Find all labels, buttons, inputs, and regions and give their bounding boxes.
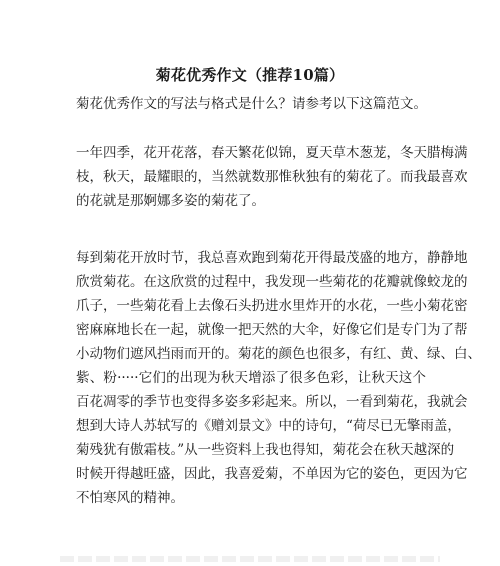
paragraph-line: 时候开得越旺盛，因此，我喜爱菊，不单因为它的姿色，更因为它 xyxy=(76,466,468,482)
paragraph-line: 每到菊花开放时节，我总喜欢跑到菊花开得最茂盛的地方，静静地 xyxy=(76,250,468,266)
paragraph-line: 爪子，一些菊花看上去像石头扔进水里炸开的水花，一些小菊花密 xyxy=(76,298,468,314)
faded-footer-strip xyxy=(60,556,440,562)
paragraph-line: 欣赏菊花。在这欣赏的过程中，我发现一些菊花的花瓣就像蛟龙的 xyxy=(76,274,468,290)
document-title: 菊花优秀作文（推荐10篇） xyxy=(155,66,345,84)
paragraph-line: 想到大诗人苏轼写的《赠刘景文》中的诗句，“荷尽已无擎雨盖， xyxy=(76,418,461,434)
paragraph-line: 小动物们遮风挡雨而开的。菊花的颜色也很多，有红、黄、绿、白、 xyxy=(76,346,481,362)
paragraph-1 xyxy=(76,141,468,213)
paragraph-line: 密麻麻地长在一起，就像一把天然的大伞，好像它们是专门为了帮 xyxy=(76,322,468,338)
paragraph-line: 百花凋零的季节也变得多姿多彩起来。所以，一看到菊花，我就会 xyxy=(76,394,468,410)
paragraph-line: 的花就是那婀娜多姿的菊花了。 xyxy=(76,193,265,209)
paragraph-line: 枝，秋天，最耀眼的，当然就数那惟秋独有的菊花了。而我最喜欢 xyxy=(76,169,468,185)
paragraph-line: 紫、粉·····它们的出现为秋天增添了很多色彩，让秋天这个 xyxy=(76,370,426,386)
paragraph-line: 菊残犹有傲霜枝。”从一些资料上我也得知，菊花会在秋天越深的 xyxy=(76,442,455,458)
paragraph-2 xyxy=(76,246,481,510)
paragraph-line: 一年四季，花开花落，春天繁花似锦，夏天草木葱茏，冬天腊梅满 xyxy=(76,145,468,161)
intro-text: 菊花优秀作文的写法与格式是什么？请参考以下这篇范文。 xyxy=(76,96,427,112)
paragraph-line: 不怕寒风的精神。 xyxy=(76,490,184,506)
